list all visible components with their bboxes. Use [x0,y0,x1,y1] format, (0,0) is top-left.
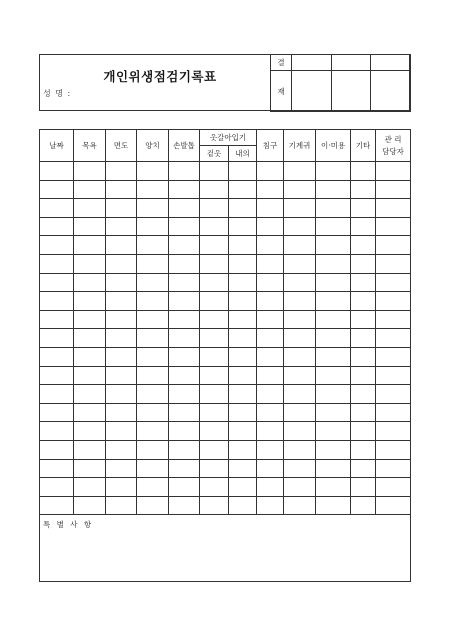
record-cell[interactable] [351,273,376,292]
record-cell[interactable] [137,403,169,422]
approval-label-top: 결 [271,55,292,71]
record-cell[interactable] [284,236,316,255]
record-cell[interactable] [229,254,257,273]
record-cell[interactable] [106,422,137,441]
record-cell[interactable] [40,217,74,236]
table-row [40,329,411,348]
record-cell[interactable] [376,199,411,218]
table-row [40,310,411,329]
col-clothing-group: 옷갈아입기 [200,130,257,146]
record-cell[interactable] [106,459,137,478]
record-cell[interactable] [229,366,257,385]
record-cell[interactable] [376,385,411,404]
record-cell[interactable] [351,366,376,385]
record-cell[interactable] [351,329,376,348]
record-cell[interactable] [169,180,200,199]
record-cell[interactable] [229,496,257,515]
record-cell[interactable] [74,496,106,515]
record-cell[interactable] [284,478,316,497]
record-cell[interactable] [169,422,200,441]
record-cell[interactable] [257,422,284,441]
record-cell[interactable] [200,254,229,273]
record-cell[interactable] [106,217,137,236]
hygiene-record-table [39,129,411,582]
record-cell[interactable] [40,347,74,366]
record-cell[interactable] [376,254,411,273]
record-cell[interactable] [316,403,351,422]
record-cell[interactable] [351,459,376,478]
table-row [40,236,411,255]
record-cell[interactable] [106,403,137,422]
record-cell[interactable] [284,329,316,348]
table-row [40,217,411,236]
record-cell[interactable] [229,292,257,311]
record-cell[interactable] [74,385,106,404]
record-cell[interactable] [169,440,200,459]
record-cell[interactable] [351,440,376,459]
record-cell[interactable] [137,180,169,199]
table-row [40,199,411,218]
record-cell[interactable] [376,347,411,366]
record-cell[interactable] [257,180,284,199]
record-cell[interactable] [316,254,351,273]
col-date: 날짜 [40,130,74,162]
record-cell[interactable] [74,310,106,329]
record-cell[interactable] [74,329,106,348]
record-cell[interactable] [40,403,74,422]
col-bath: 목욕 [74,130,106,162]
table-row [40,366,411,385]
approval-sign-cell[interactable] [292,71,332,112]
record-cell[interactable] [376,329,411,348]
record-cell[interactable] [257,310,284,329]
record-cell[interactable] [137,199,169,218]
record-cell[interactable] [137,254,169,273]
record-cell[interactable] [106,273,137,292]
record-cell[interactable] [316,347,351,366]
record-cell[interactable] [257,329,284,348]
record-cell[interactable] [74,440,106,459]
table-row [40,162,411,181]
record-cell[interactable] [200,478,229,497]
record-cell[interactable] [40,366,74,385]
record-cell[interactable] [106,347,137,366]
record-cell[interactable] [169,478,200,497]
record-cell[interactable] [284,199,316,218]
record-cell[interactable] [257,162,284,181]
special-notes-label: 특 별 사 항 [43,520,94,530]
col-outerwear: 겉옷 [200,146,229,162]
record-cell[interactable] [106,496,137,515]
record-cell[interactable] [200,199,229,218]
col-shave: 면도 [106,130,137,162]
record-cell[interactable] [200,496,229,515]
record-cell[interactable] [257,478,284,497]
record-cell[interactable] [376,217,411,236]
record-cell[interactable] [169,459,200,478]
record-cell[interactable] [106,440,137,459]
record-cell[interactable] [74,254,106,273]
record-cell[interactable] [169,273,200,292]
col-underwear: 내의 [229,146,257,162]
record-cell[interactable] [169,236,200,255]
record-cell[interactable] [351,162,376,181]
record-cell[interactable] [169,217,200,236]
record-cell[interactable] [137,217,169,236]
record-cell[interactable] [40,329,74,348]
record-cell[interactable] [351,347,376,366]
record-cell[interactable] [316,422,351,441]
record-cell[interactable] [137,162,169,181]
record-cell[interactable] [284,292,316,311]
record-cell[interactable] [257,496,284,515]
record-cell[interactable] [169,385,200,404]
table-row [40,254,411,273]
record-cell[interactable] [40,385,74,404]
record-cell[interactable] [137,478,169,497]
record-cell[interactable] [40,199,74,218]
record-cell[interactable] [351,292,376,311]
record-cell[interactable] [200,329,229,348]
record-cell[interactable] [316,292,351,311]
record-cell[interactable] [106,366,137,385]
record-cell[interactable] [229,310,257,329]
record-cell[interactable] [284,273,316,292]
record-cell[interactable] [200,459,229,478]
record-cell[interactable] [284,496,316,515]
record-cell[interactable] [40,459,74,478]
record-cell[interactable] [106,310,137,329]
record-cell[interactable] [200,236,229,255]
record-cell[interactable] [351,310,376,329]
record-cell[interactable] [106,292,137,311]
record-cell[interactable] [376,459,411,478]
record-cell[interactable] [137,366,169,385]
record-cell[interactable] [106,236,137,255]
record-cell[interactable] [200,422,229,441]
record-cell[interactable] [137,273,169,292]
approval-cell[interactable] [371,55,411,71]
record-cell[interactable] [376,292,411,311]
table-row [40,459,411,478]
record-cell[interactable] [74,217,106,236]
record-cell[interactable] [137,347,169,366]
col-etc: 기타 [351,130,376,162]
record-cell[interactable] [169,329,200,348]
record-cell[interactable] [74,236,106,255]
record-cell[interactable] [137,292,169,311]
table-row [40,385,411,404]
record-cell[interactable] [284,310,316,329]
col-manager-line2: 담당자 [382,146,404,156]
record-cell[interactable] [316,366,351,385]
record-cell[interactable] [376,496,411,515]
record-cell[interactable] [74,162,106,181]
record-cell[interactable] [316,310,351,329]
record-cell[interactable] [40,236,74,255]
approval-cell[interactable] [331,55,371,71]
record-cell[interactable] [316,496,351,515]
record-cell[interactable] [74,199,106,218]
record-cell[interactable] [257,199,284,218]
record-cell[interactable] [229,180,257,199]
record-cell[interactable] [200,273,229,292]
record-cell[interactable] [229,329,257,348]
record-cell[interactable] [169,199,200,218]
col-nails: 손발톱 [169,130,200,162]
table-row [40,496,411,515]
record-cell[interactable] [284,403,316,422]
record-cell[interactable] [106,385,137,404]
record-cell[interactable] [257,236,284,255]
record-cell[interactable] [229,440,257,459]
record-cell[interactable] [200,217,229,236]
record-cell[interactable] [351,254,376,273]
record-cell[interactable] [316,199,351,218]
record-cell[interactable] [351,236,376,255]
col-manager-line1: 관 리 [384,134,402,144]
record-cell[interactable] [316,162,351,181]
record-cell[interactable] [376,403,411,422]
record-cell[interactable] [74,459,106,478]
record-cell[interactable] [284,180,316,199]
record-cell[interactable] [316,180,351,199]
record-cell[interactable] [316,217,351,236]
record-cell[interactable] [376,366,411,385]
record-cell[interactable] [229,162,257,181]
record-cell[interactable] [257,459,284,478]
record-cell[interactable] [284,162,316,181]
record-cell[interactable] [257,366,284,385]
record-cell[interactable] [284,366,316,385]
record-cell[interactable] [257,440,284,459]
record-cell[interactable] [351,422,376,441]
table-row [40,292,411,311]
record-cell[interactable] [200,162,229,181]
record-cell[interactable] [169,403,200,422]
record-cell[interactable] [74,347,106,366]
record-cell[interactable] [257,292,284,311]
record-cell[interactable] [376,162,411,181]
record-cell[interactable] [169,162,200,181]
col-brushing: 양치 [137,130,169,162]
record-cell[interactable] [40,254,74,273]
record-cell[interactable] [229,217,257,236]
table-row [40,180,411,199]
record-cell[interactable] [229,347,257,366]
approval-cell[interactable] [292,55,332,71]
record-cell[interactable] [137,422,169,441]
approval-box [270,54,411,112]
record-cell[interactable] [316,236,351,255]
record-cell[interactable] [40,440,74,459]
approval-sign-cell[interactable] [331,71,371,112]
record-cell[interactable] [257,347,284,366]
record-cell[interactable] [40,422,74,441]
record-cell[interactable] [106,478,137,497]
record-cell[interactable] [106,329,137,348]
record-cell[interactable] [351,403,376,422]
table-row [40,440,411,459]
record-cell[interactable] [376,310,411,329]
record-cell[interactable] [137,385,169,404]
record-cell[interactable] [200,385,229,404]
record-cell[interactable] [351,385,376,404]
record-cell[interactable] [351,217,376,236]
col-haircut: 이·미용 [316,130,351,162]
record-cell[interactable] [376,180,411,199]
record-cell[interactable] [169,254,200,273]
record-cell[interactable] [351,199,376,218]
table-row [40,422,411,441]
record-cell[interactable] [169,496,200,515]
record-cell[interactable] [200,366,229,385]
table-row [40,273,411,292]
record-cell[interactable] [316,440,351,459]
record-cell[interactable] [316,385,351,404]
record-cell[interactable] [106,180,137,199]
name-label: 성 명 : [43,89,72,98]
record-cell[interactable] [106,254,137,273]
record-cell[interactable] [284,459,316,478]
record-cell[interactable] [284,217,316,236]
record-cell[interactable] [40,273,74,292]
record-cell[interactable] [316,459,351,478]
record-cell[interactable] [106,162,137,181]
record-cell[interactable] [229,273,257,292]
approval-label-bottom: 재 [271,71,292,112]
record-cell[interactable] [376,236,411,255]
record-cell[interactable] [106,199,137,218]
record-cell[interactable] [200,347,229,366]
special-notes-cell[interactable] [40,515,411,582]
record-cell[interactable] [316,478,351,497]
record-cell[interactable] [257,254,284,273]
record-cell[interactable] [284,422,316,441]
record-cell[interactable] [137,440,169,459]
record-cell[interactable] [137,459,169,478]
record-cell[interactable] [169,310,200,329]
record-cell[interactable] [74,478,106,497]
record-cell[interactable] [200,310,229,329]
record-cell[interactable] [229,236,257,255]
table-row [40,403,411,422]
record-cell[interactable] [40,292,74,311]
record-cell[interactable] [229,403,257,422]
record-cell[interactable] [284,347,316,366]
record-cell[interactable] [169,366,200,385]
record-cell[interactable] [229,478,257,497]
col-manager [376,130,411,162]
record-cell[interactable] [74,422,106,441]
document-title: 개인위생점검기록표 [103,69,217,84]
record-cell[interactable] [351,180,376,199]
record-cell[interactable] [257,273,284,292]
record-cell[interactable] [284,385,316,404]
record-cell[interactable] [200,292,229,311]
approval-sign-cell[interactable] [371,71,411,112]
record-cell[interactable] [74,403,106,422]
col-ear: 기계귀 [284,130,316,162]
record-cell[interactable] [74,366,106,385]
record-cell[interactable] [284,254,316,273]
record-cell[interactable] [169,347,200,366]
table-row [40,478,411,497]
record-cell[interactable] [200,403,229,422]
record-cell[interactable] [74,273,106,292]
record-cell[interactable] [351,496,376,515]
record-cell[interactable] [137,496,169,515]
record-cell[interactable] [257,385,284,404]
record-cell[interactable] [40,478,74,497]
record-cell[interactable] [137,310,169,329]
record-cell[interactable] [351,478,376,497]
record-cell[interactable] [200,180,229,199]
record-cell[interactable] [229,385,257,404]
record-cell[interactable] [257,403,284,422]
record-cell[interactable] [200,440,229,459]
record-cell[interactable] [74,292,106,311]
record-cell[interactable] [229,422,257,441]
record-cell[interactable] [137,236,169,255]
record-cell[interactable] [40,310,74,329]
col-bedding: 침구 [257,130,284,162]
record-cell[interactable] [376,478,411,497]
table-row [40,347,411,366]
record-cell[interactable] [376,273,411,292]
record-cell[interactable] [229,459,257,478]
record-cell[interactable] [40,496,74,515]
record-cell[interactable] [74,180,106,199]
record-cell[interactable] [284,440,316,459]
record-cell[interactable] [376,422,411,441]
record-cell[interactable] [229,199,257,218]
record-cell[interactable] [40,180,74,199]
header-box [39,54,410,111]
record-cell[interactable] [40,162,74,181]
record-cell[interactable] [376,440,411,459]
record-cell[interactable] [137,329,169,348]
record-cell[interactable] [169,292,200,311]
record-cell[interactable] [257,217,284,236]
record-cell[interactable] [316,329,351,348]
record-cell[interactable] [316,273,351,292]
